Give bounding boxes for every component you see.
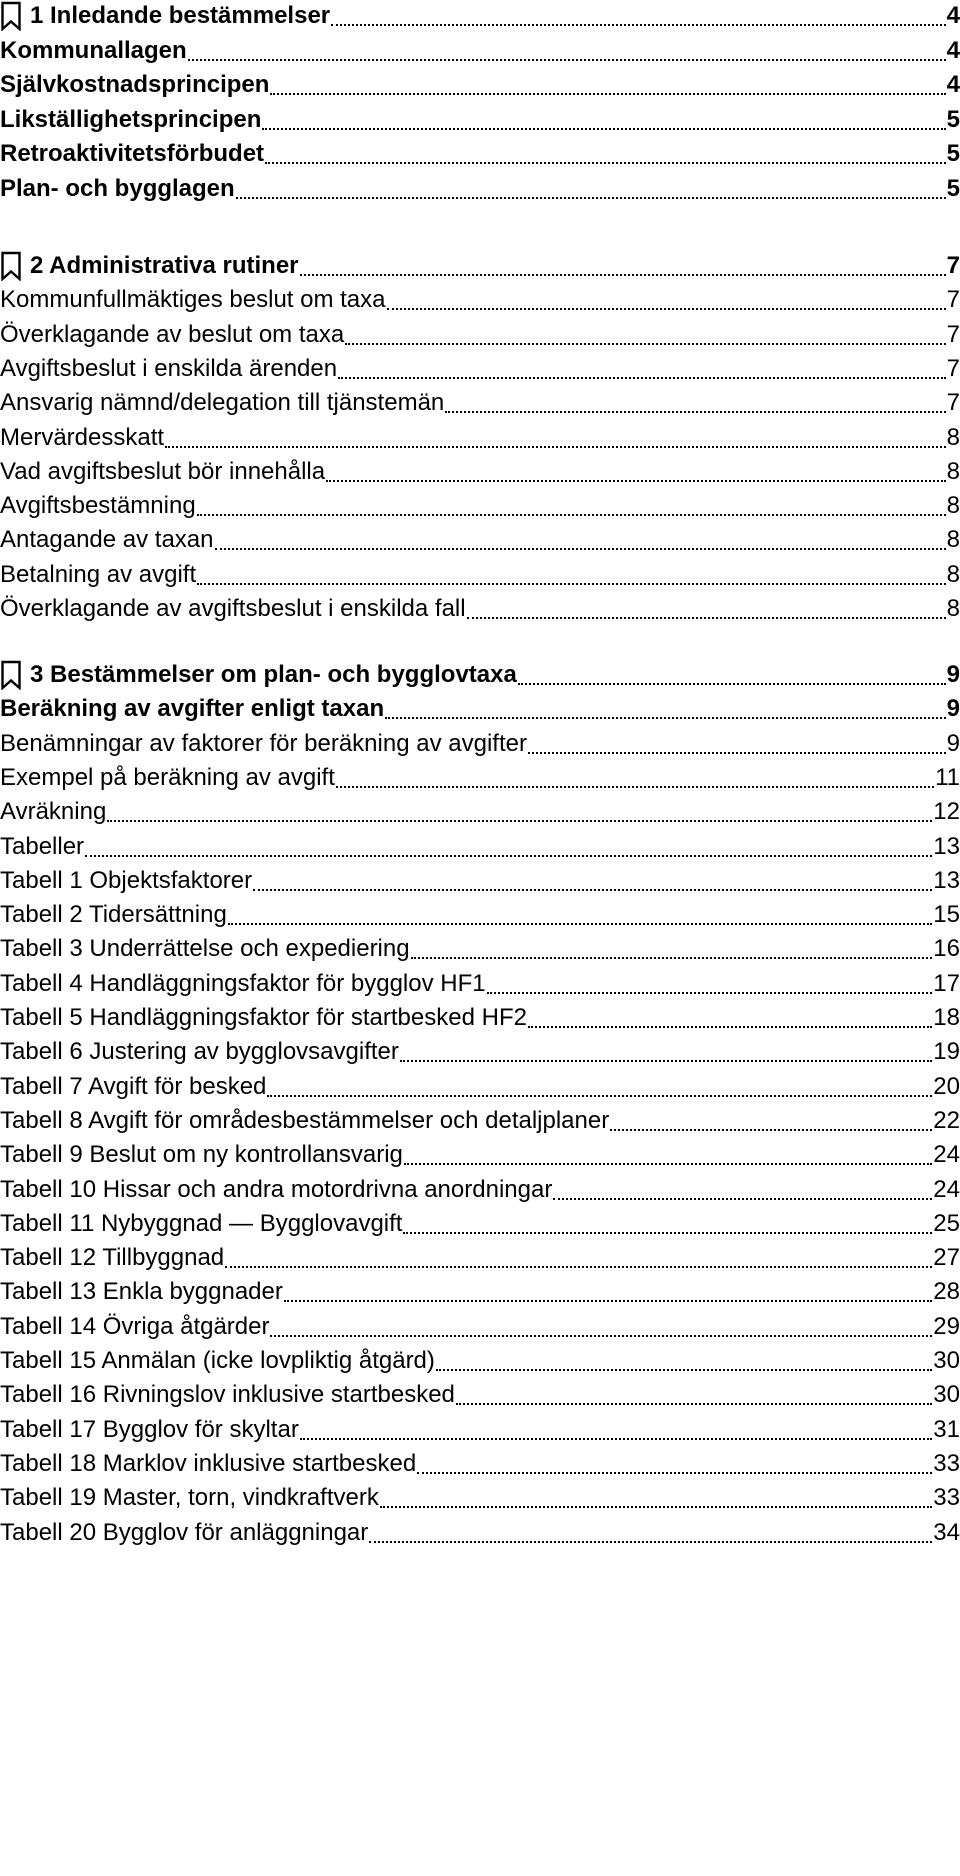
toc-page-number: 8 [946, 595, 960, 622]
toc-entry-link[interactable] [0, 524, 960, 556]
dot-leader [265, 138, 946, 170]
toc-page-number: 27 [933, 1244, 960, 1272]
toc-page-number: 7 [946, 286, 960, 314]
dot-leader [225, 1242, 932, 1274]
toc-entry [0, 387, 960, 419]
dot-leader [326, 456, 946, 488]
toc-entry-label: Tabell 17 Bygglov för skyltar [0, 1415, 299, 1443]
toc-entry-label: Avgiftsbeslut i enskilda ärenden [0, 354, 338, 382]
toc-entry [0, 35, 960, 67]
bookmark-icon [0, 660, 22, 690]
toc-entry [0, 1276, 960, 1308]
toc-entry-label: Tabell 7 Avgift för besked [0, 1072, 267, 1100]
toc-entry-label: Tabell 2 Tidersättning [0, 901, 227, 929]
toc-entry-label: Överklagande av avgiftsbeslut i enskilda fall [0, 595, 466, 622]
bookmark-icon [0, 1, 22, 31]
toc-entry [0, 1517, 960, 1549]
toc-entry [0, 1036, 960, 1068]
toc-entry-link[interactable] [0, 933, 960, 965]
toc-entry-label: Tabell 14 Övriga åtgärder [0, 1312, 270, 1340]
dot-leader [338, 353, 946, 385]
toc-page-number: 5 [946, 175, 960, 202]
toc-entry-label: Tabell 6 Justering av bygglovsavgifter [0, 1038, 399, 1066]
toc-entry [0, 173, 960, 205]
toc-page-number: 17 [933, 969, 960, 997]
toc-page-number: 29 [933, 1312, 960, 1340]
toc-page-number: 33 [933, 1449, 960, 1477]
dot-leader [236, 173, 946, 205]
toc-entry-label: Tabell 8 Avgift för områdesbestämmelser och detaljplaner [0, 1106, 610, 1134]
toc-entry-label: Tabell 13 Enkla byggnader [0, 1278, 283, 1306]
dot-leader [528, 728, 946, 760]
toc-entry [0, 1345, 960, 1377]
toc-entry [0, 138, 960, 170]
toc-entry-link[interactable] [0, 1174, 960, 1206]
toc-entry-label: Tabell 20 Bygglov för anläggningar [0, 1518, 369, 1546]
dot-leader [165, 422, 946, 454]
toc-entry-link[interactable] [0, 593, 960, 625]
toc-entry-link[interactable] [0, 899, 960, 931]
toc-page-number: 11 [935, 763, 960, 791]
toc-page-number: 20 [933, 1072, 960, 1100]
toc-page-number: 15 [933, 901, 960, 929]
toc-entry [0, 728, 960, 760]
toc-entry-link[interactable] [0, 1139, 960, 1171]
toc-entry [0, 1208, 960, 1240]
toc-entry-label: Självkostnadsprincipen [0, 71, 270, 99]
toc-page-number: 9 [946, 661, 960, 688]
dot-leader [411, 933, 933, 965]
toc-entry-link[interactable] [0, 284, 960, 316]
dot-leader [107, 796, 932, 828]
toc-entry-link[interactable] [0, 1517, 960, 1549]
toc-section-heading [0, 659, 960, 691]
toc-entry [0, 1174, 960, 1206]
dot-leader [456, 1379, 932, 1411]
toc-entry-label: Tabell 9 Beslut om ny kontrollansvarig [0, 1141, 403, 1169]
toc-entry [0, 933, 960, 965]
toc-entry-link[interactable] [0, 69, 960, 101]
dot-leader [400, 1036, 932, 1068]
toc-heading-link[interactable] [0, 659, 960, 691]
toc-entry-label: Avräkning [0, 798, 107, 826]
dot-leader [528, 1002, 932, 1034]
toc-page-number: 9 [946, 729, 960, 757]
dot-leader [553, 1174, 932, 1206]
toc-entry-label: Kommunfullmäktiges beslut om taxa [0, 286, 386, 314]
toc-entry-label: Tabell 5 Handläggningsfaktor för startbesked HF2 [0, 1004, 527, 1031]
toc-entry [0, 456, 960, 488]
toc-entry-label: Likställighetsprincipen [0, 105, 262, 133]
toc-entry-link[interactable] [0, 456, 960, 488]
toc-entry [0, 693, 960, 725]
toc-entry-label: Tabell 3 Underrättelse och expediering [0, 935, 410, 963]
toc-page-number: 8 [946, 526, 960, 554]
toc-entry-label: 1 Inledande bestämmelser [30, 2, 331, 29]
dot-leader [197, 490, 946, 522]
toc-page-number: 7 [946, 354, 960, 382]
toc-entry-link[interactable] [0, 104, 960, 136]
dot-leader [385, 693, 946, 725]
toc-entry-link[interactable] [0, 831, 960, 863]
toc-entry-link[interactable] [0, 728, 960, 760]
dot-leader [467, 593, 946, 625]
toc-entry-link[interactable] [0, 1208, 960, 1240]
toc-entry [0, 1448, 960, 1480]
toc-entry [0, 968, 960, 1000]
toc-page-number: 30 [933, 1381, 960, 1409]
toc-entry-label: Överklagande av beslut om taxa [0, 320, 345, 348]
toc-entry-label: Tabell 18 Marklov inklusive startbesked [0, 1449, 417, 1477]
toc-entry-link[interactable] [0, 693, 960, 725]
toc-entry [0, 490, 960, 522]
toc-page-number: 4 [946, 2, 960, 29]
dot-leader [270, 1311, 932, 1343]
toc-entry-label: Ansvarig nämnd/delegation till tjänstemän [0, 389, 445, 417]
toc-entry-label: Avgiftsbestämning [0, 492, 196, 520]
toc-entry-label: Betalning av avgift [0, 560, 197, 588]
toc-entry-label: 3 Bestämmelser om plan- och bygglovtaxa [30, 661, 517, 688]
toc-entry [0, 1242, 960, 1274]
toc-entry-link[interactable] [0, 1105, 960, 1137]
toc-entry [0, 1071, 960, 1103]
dot-leader [404, 1139, 932, 1171]
toc-entry-link[interactable] [0, 1002, 960, 1034]
toc-page-number: 7 [946, 389, 960, 417]
dot-leader [300, 250, 946, 282]
toc-entry-link[interactable] [0, 173, 960, 205]
dot-leader [270, 69, 945, 101]
toc-entry-link[interactable] [0, 35, 960, 67]
toc-entry-link[interactable] [0, 865, 960, 897]
dot-leader [284, 1276, 932, 1308]
toc-page-number: 8 [946, 492, 960, 520]
toc-entry-label: Tabell 16 Rivningslov inklusive startbesked [0, 1381, 455, 1409]
toc-entry [0, 1379, 960, 1411]
toc-entry-link[interactable] [0, 762, 960, 794]
toc-entry-label: Tabell 4 Handläggningsfaktor för bygglov HF1 [0, 969, 486, 997]
toc-entry-label: Tabell 19 Master, torn, vindkraftverk [0, 1484, 379, 1512]
toc-entry-label: Exempel på beräkning av avgift [0, 763, 335, 791]
toc-page-number: 30 [933, 1347, 960, 1374]
toc-entry-link[interactable] [0, 1482, 960, 1514]
toc-page-number: 12 [933, 798, 960, 826]
toc-entry-label: 2 Administrativa rutiner [30, 252, 299, 279]
bookmark-icon [0, 251, 22, 281]
toc-entry [0, 1002, 960, 1034]
toc-section-heading [0, 0, 960, 32]
toc-entry [0, 1139, 960, 1171]
toc-entry-label: Tabell 10 Hissar och andra motordrivna anordningar [0, 1175, 553, 1203]
toc-entry-link[interactable] [0, 387, 960, 419]
toc-page-number: 24 [933, 1141, 960, 1169]
toc-entry-link[interactable] [0, 353, 960, 385]
toc-page-number: 19 [933, 1038, 960, 1066]
dot-leader [253, 865, 932, 897]
dot-leader [215, 524, 946, 556]
toc-page-number: 18 [933, 1004, 960, 1031]
toc-page-number: 25 [933, 1209, 960, 1237]
toc-entry-link[interactable] [0, 319, 960, 351]
dot-leader [417, 1448, 932, 1480]
toc-entry-link[interactable] [0, 796, 960, 828]
toc-page-number: 8 [946, 423, 960, 451]
toc-entry-link[interactable] [0, 1036, 960, 1068]
toc-entry [0, 284, 960, 316]
toc-entry-label: Retroaktivitetsförbudet [0, 140, 265, 168]
toc-entry [0, 104, 960, 136]
toc-entry-label: Beräkning av avgifter enligt taxan [0, 695, 385, 723]
toc-entry [0, 559, 960, 591]
dot-leader [369, 1517, 932, 1549]
dot-leader [267, 1071, 932, 1103]
toc-entry-link[interactable] [0, 559, 960, 591]
toc-page-number: 24 [933, 1175, 960, 1203]
toc-page-number: 4 [946, 36, 960, 64]
toc-entry [0, 1482, 960, 1514]
dot-leader [403, 1208, 932, 1240]
toc-entry-link[interactable] [0, 422, 960, 454]
toc-entry-link[interactable] [0, 1071, 960, 1103]
toc-entry [0, 1311, 960, 1343]
toc-heading-link[interactable] [0, 0, 960, 32]
toc-page-number: 7 [946, 320, 960, 348]
toc-entry [0, 1414, 960, 1446]
toc-page-number: 16 [933, 935, 960, 963]
dot-leader [345, 319, 945, 351]
toc-entry [0, 319, 960, 351]
dot-leader [610, 1105, 932, 1137]
toc-page-number: 5 [946, 140, 960, 168]
toc-entry [0, 865, 960, 897]
toc-entry-label: Tabell 12 Tillbyggnad [0, 1244, 225, 1272]
toc-entry-link[interactable] [0, 968, 960, 1000]
dot-leader [228, 899, 932, 931]
toc-page-number: 7 [946, 252, 960, 279]
dot-leader [445, 387, 945, 419]
toc-page-number: 28 [933, 1278, 960, 1306]
toc-entry [0, 593, 960, 625]
toc-entry-label: Tabeller [0, 832, 85, 860]
toc-entry [0, 353, 960, 385]
toc-entry-link[interactable] [0, 490, 960, 522]
toc-entry-label: Mervärdesskatt [0, 423, 165, 451]
toc-page-number: 8 [946, 457, 960, 485]
toc-entry [0, 796, 960, 828]
toc-entry-label: Plan- och bygglagen [0, 175, 235, 202]
dot-leader [380, 1482, 932, 1514]
toc-entry-link[interactable] [0, 1242, 960, 1274]
toc-entry-link[interactable] [0, 1414, 960, 1446]
toc-page-number: 13 [933, 866, 960, 894]
toc-entry [0, 899, 960, 931]
toc-entry-link[interactable] [0, 1448, 960, 1480]
toc-entry-link[interactable] [0, 1276, 960, 1308]
toc-page-number: 8 [946, 560, 960, 588]
toc-heading-link[interactable] [0, 250, 960, 282]
toc-entry-link[interactable] [0, 1345, 960, 1377]
dot-leader [197, 559, 946, 591]
toc-page-number: 22 [933, 1106, 960, 1134]
toc-entry-link[interactable] [0, 138, 960, 170]
toc-entry-label: Vad avgiftsbeslut bör innehålla [0, 457, 326, 485]
toc-entry [0, 524, 960, 556]
toc-page-number: 4 [946, 71, 960, 99]
toc-entry-link[interactable] [0, 1379, 960, 1411]
toc-entry [0, 831, 960, 863]
dot-leader [188, 35, 946, 67]
toc-entry-label: Tabell 11 Nybyggnad — Bygglovavgift [0, 1209, 403, 1237]
toc-page-number: 31 [933, 1415, 960, 1443]
toc-entry-label: Tabell 1 Objektsfaktorer [0, 866, 253, 894]
dot-leader [487, 968, 933, 1000]
toc-entry-label: Kommunallagen [0, 36, 187, 64]
toc-entry [0, 762, 960, 794]
dot-leader [436, 1345, 932, 1377]
toc-page-number: 33 [933, 1484, 960, 1512]
toc-entry [0, 69, 960, 101]
toc-page-number: 5 [946, 105, 960, 133]
dot-leader [387, 284, 946, 316]
dot-leader [518, 659, 946, 691]
dot-leader [331, 0, 946, 32]
toc-entry-label: Tabell 15 Anmälan (icke lovpliktig åtgärd) [0, 1347, 435, 1374]
dot-leader [262, 104, 945, 136]
toc-page-number: 9 [946, 695, 960, 723]
dot-leader [300, 1414, 932, 1446]
toc-entry [0, 1105, 960, 1137]
toc-entry-label: Benämningar av faktorer för beräkning av avgifter [0, 729, 527, 757]
toc-page-number: 13 [933, 832, 960, 860]
dot-leader [85, 831, 932, 863]
toc-section-heading [0, 250, 960, 282]
dot-leader [336, 762, 934, 794]
toc-entry [0, 422, 960, 454]
toc-page-number: 34 [933, 1518, 960, 1546]
toc-entry-label: Antagande av taxan [0, 526, 214, 554]
toc-entry-link[interactable] [0, 1311, 960, 1343]
